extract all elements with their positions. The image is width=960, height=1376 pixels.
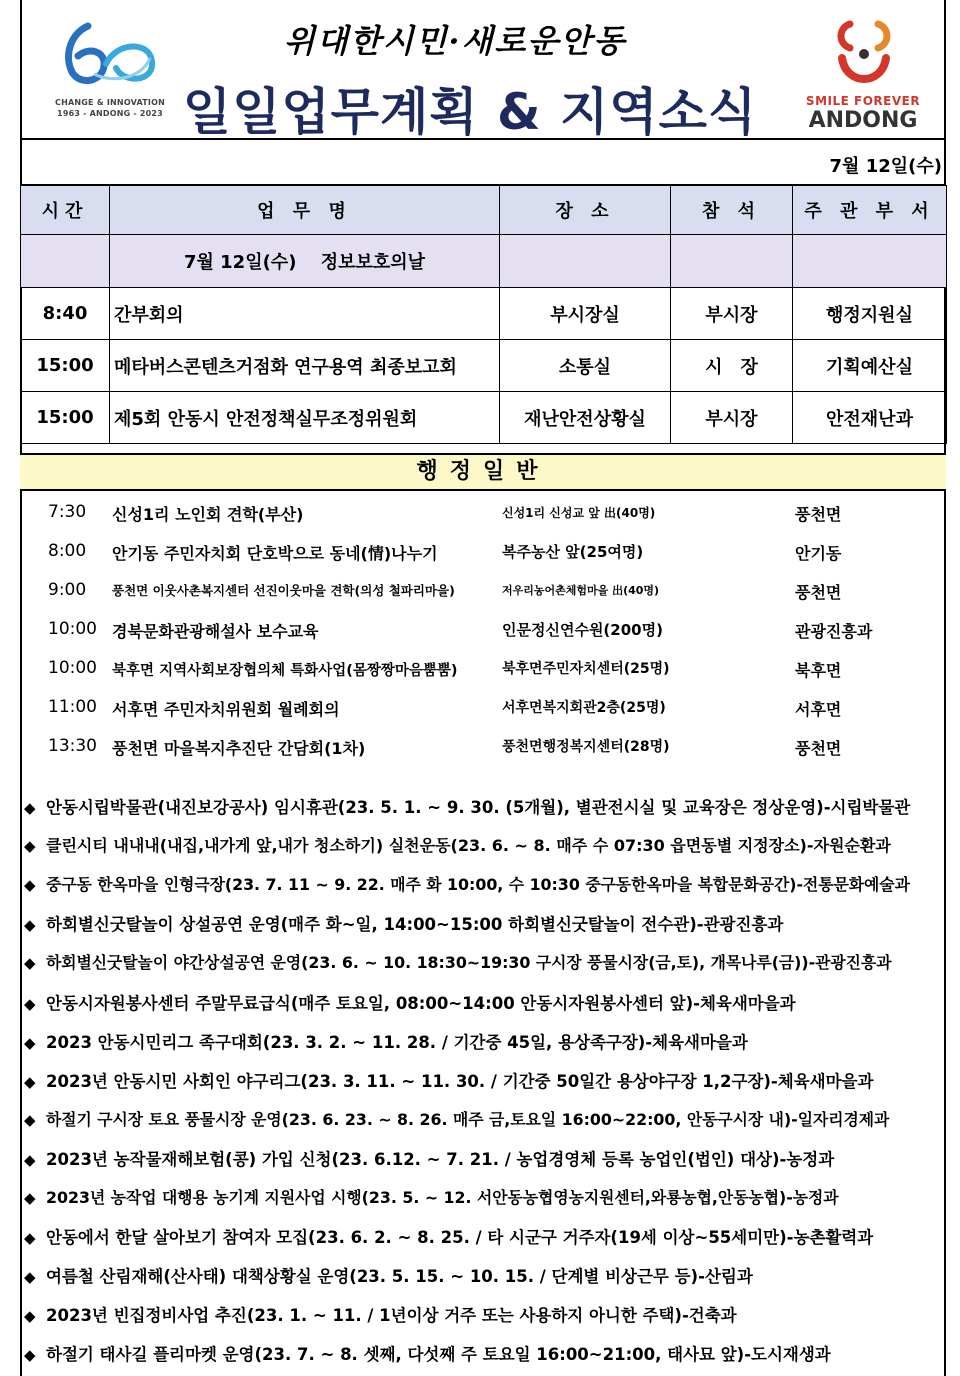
news-item	[24, 1146, 944, 1170]
news-item	[24, 950, 944, 973]
admin-time: 10:00	[48, 619, 97, 639]
event-time: 15:00	[21, 340, 110, 392]
admin-time: 11:00	[48, 697, 97, 717]
news-item-text: 하절기 구시장 토요 풍물시장 운영(23. 6. 23. ~ 8. 26. 매주 금,토요일 16:00~22:00, 안동구시장 내)-일자리경제과	[46, 1109, 890, 1129]
table-row	[21, 392, 947, 444]
logo-caption-1: CHANGE & INNOVATION	[55, 98, 165, 107]
document-date: 7월 12일(수)	[829, 156, 942, 177]
news-item-text: 하회별신굿탈놀이 야간상설공연 운영(23. 6. ~ 10. 18:30~19:30 구시장 풍물시장(금,토), 개목나루(금))-관광진흥과	[46, 953, 892, 973]
diamond-bullet-icon: ◆	[24, 837, 36, 856]
admin-place: 인문정신연수원(200명)	[502, 621, 663, 639]
admin-time: 9:00	[48, 580, 87, 600]
admin-desc: 안기동 주민자치회 단호박으로 동네(情)나누기	[112, 544, 438, 563]
logo-caption-2: 1963 - ANDONG - 2023	[57, 109, 163, 118]
news-item	[24, 1263, 944, 1287]
page-title: 일일업무계획 & 지역소식	[182, 83, 758, 141]
news-item-text: 2023년 농작물재해보험(콩) 가입 신청(23. 6.12. ~ 7. 21. / 농업경영체 등록 농업인(법인) 대상)-농정과	[46, 1149, 835, 1169]
news-item	[24, 872, 944, 895]
col-header-time: 시간	[21, 186, 110, 235]
diamond-bullet-icon: ◆	[24, 1072, 36, 1091]
news-item	[24, 794, 944, 818]
event-attendee: 부시장	[671, 288, 793, 340]
admin-dept: 서후면	[795, 700, 842, 719]
admin-dept: 안기동	[795, 544, 842, 563]
date-row	[20, 140, 946, 186]
smile-forever-logo	[798, 10, 928, 133]
admin-dept: 관광진흥과	[795, 622, 873, 641]
admin-time: 8:00	[48, 541, 87, 561]
admin-place: 북후면주민자치센터(25명)	[502, 661, 670, 677]
admin-desc: 서후면 주민자치위원회 월례회의	[112, 700, 340, 719]
admin-dept: 풍천면	[795, 739, 842, 758]
news-item-text: 중구동 한옥마을 인형극장(23. 7. 11 ~ 9. 22. 매주 화 10:00, 수 10:30 중구동한옥마을 복합문화공간)-전통문화예술과	[46, 875, 910, 895]
admin-dept: 북후면	[795, 661, 842, 680]
schedule-header-row	[21, 186, 947, 235]
admin-place: 복주농산 앞(25여명)	[502, 543, 644, 561]
logo-text-andong: ANDONG	[808, 108, 918, 133]
diamond-bullet-icon: ◆	[24, 876, 36, 895]
news-item	[24, 911, 944, 935]
news-item	[24, 833, 944, 856]
admin-place: 서후면복지회관2층(25명)	[502, 700, 666, 716]
event-dept: 기획예산실	[793, 340, 947, 392]
event-attendee: 부시장	[671, 392, 793, 444]
diamond-bullet-icon: ◆	[24, 916, 36, 935]
admin-time: 7:30	[48, 502, 87, 522]
list-item	[20, 689, 946, 725]
event-task: 제5회 안동시 안전정책실무조정위원회	[110, 392, 500, 444]
admin-dept: 풍천면	[795, 583, 842, 602]
smile-forever-icon	[798, 10, 928, 94]
admin-dept: 풍천면	[795, 505, 842, 524]
event-place: 재난안전상황실	[500, 392, 671, 444]
diamond-bullet-icon: ◆	[24, 799, 36, 817]
diamond-bullet-icon: ◆	[24, 1150, 36, 1169]
admin-place: 저우리농어촌체험마을 出(40명)	[502, 584, 660, 597]
event-attendee: 시 장	[671, 340, 793, 392]
admin-desc: 풍천면 마을복지추진단 간담회(1차)	[112, 739, 366, 758]
event-time: 15:00	[21, 392, 110, 444]
anniversary-60-logo	[50, 12, 170, 124]
diamond-bullet-icon: ◆	[24, 1110, 36, 1129]
col-header-dept: 주 관 부 서	[793, 186, 947, 235]
list-item	[20, 650, 946, 686]
news-item	[24, 1029, 944, 1053]
admin-place: 신성1리 신성교 앞 出(40명)	[502, 506, 656, 520]
list-item	[20, 533, 946, 569]
table-row	[21, 340, 947, 392]
news-item-text: 2023년 농작업 대행용 농기계 지원사업 시행(23. 5. ~ 12. 서안동농협영농지원센터,와룡농협,안동농협)-농정과	[46, 1188, 839, 1207]
news-item	[24, 1107, 944, 1130]
special-day-row	[21, 235, 947, 288]
event-dept: 행정지원실	[793, 288, 947, 340]
news-item-text: 여름철 산림재해(산사태) 대책상황실 운영(23. 5. 15. ~ 10. 15. / 단계별 비상근무 등)-산림과	[46, 1267, 753, 1287]
event-time: 8:40	[21, 288, 110, 340]
diamond-bullet-icon: ◆	[24, 954, 36, 973]
schedule-table	[20, 185, 947, 444]
diamond-bullet-icon: ◆	[24, 1268, 36, 1287]
event-dept: 안전재난과	[793, 392, 947, 444]
news-item	[24, 1185, 944, 1208]
news-item-text: 안동시립박물관(내진보강공사) 임시휴관(23. 5. 1. ~ 9. 30. (5개월), 별관전시실 및 교육장은 정상운영)-시립박물관	[46, 798, 911, 817]
news-item-text: 2023 안동시민리그 족구대회(23. 3. 2. ~ 11. 28. / 기간중 45일, 용상족구장)-체육새마을과	[46, 1032, 748, 1052]
admin-desc: 신성1리 노인회 견학(부산)	[112, 505, 304, 524]
event-place: 부시장실	[500, 288, 671, 340]
diamond-bullet-icon: ◆	[24, 1033, 36, 1052]
admin-time: 13:30	[48, 736, 97, 756]
sixty-logo-icon	[50, 12, 170, 96]
diamond-bullet-icon: ◆	[24, 1346, 36, 1365]
list-item	[20, 611, 946, 647]
admin-desc: 경북문화관광해설사 보수교육	[112, 622, 319, 641]
col-header-task: 업 무 명	[110, 186, 500, 235]
col-header-place: 장 소	[500, 186, 671, 235]
list-item	[20, 728, 946, 764]
table-row	[21, 288, 947, 340]
news-item-text: 안동시자원봉사센터 주말무료급식(매주 토요일, 08:00~14:00 안동시자원봉사센터 앞)-체육새마을과	[46, 993, 796, 1013]
news-item-text: 2023년 안동시민 사회인 야구리그(23. 3. 11. ~ 11. 30. / 기간중 50일간 용상야구장 1,2구장)-체육새마을과	[46, 1071, 874, 1091]
admin-desc: 북후면 지역사회보장협의체 특화사업(몸짱짱마음뿜뿜)	[112, 663, 458, 679]
admin-section-banner: 행정일반	[20, 453, 946, 491]
event-place: 소통실	[500, 340, 671, 392]
news-item-text: 안동에서 한달 살아보기 참여자 모집(23. 6. 2. ~ 8. 25. / 타 시군구 거주자(19세 이상~55세미만)-농촌활력과	[46, 1228, 874, 1248]
admin-desc: 풍천면 이웃사촌복지센터 선진이웃마을 견학(의성 철파리마을)	[112, 583, 455, 598]
city-slogan: 위대한시민·새로운안동	[283, 22, 627, 60]
news-item-text: 2023년 빈집정비사업 추진(23. 1. ~ 11. / 1년이상 거주 또는 사용하지 아니한 주택)-건축과	[46, 1306, 737, 1326]
news-item	[24, 1341, 944, 1365]
diamond-bullet-icon: ◆	[24, 1189, 36, 1207]
news-item	[24, 990, 944, 1014]
news-item-text: 클린시티 내내내(내집,내가게 앞,내가 청소하기) 실천운동(23. 6. ~ 8. 매주 수 07:30 읍면동별 지정장소)-자원순환과	[46, 836, 891, 856]
admin-place: 풍천면행정복지센터(28명)	[502, 739, 670, 755]
admin-time: 10:00	[48, 658, 97, 678]
col-header-attendee: 참 석	[671, 186, 793, 235]
document-header	[20, 0, 946, 140]
diamond-bullet-icon: ◆	[24, 1229, 36, 1248]
list-item	[20, 572, 946, 608]
list-item	[20, 494, 946, 530]
news-item	[24, 1224, 944, 1248]
logo-text-smile-forever: SMILE FOREVER	[805, 94, 921, 108]
event-task: 간부회의	[110, 288, 500, 340]
diamond-bullet-icon: ◆	[24, 994, 36, 1013]
news-item	[24, 1302, 944, 1326]
news-item-text: 하절기 태사길 플리마켓 운영(23. 7. ~ 8. 셋째, 다섯째 주 토요일 16:00~21:00, 태사묘 앞)-도시재생과	[46, 1345, 831, 1365]
news-item-text: 하회별신굿탈놀이 상설공연 운영(매주 화~일, 14:00~15:00 하회별신굿탈놀이 전수관)-관광진흥과	[46, 915, 784, 935]
event-task: 메타버스콘텐츠거점화 연구용역 최종보고회	[110, 340, 500, 392]
special-day-label: 7월 12일(수) 정보보호의날	[110, 235, 500, 288]
diamond-bullet-icon: ◆	[24, 1307, 36, 1326]
news-item	[24, 1068, 944, 1092]
